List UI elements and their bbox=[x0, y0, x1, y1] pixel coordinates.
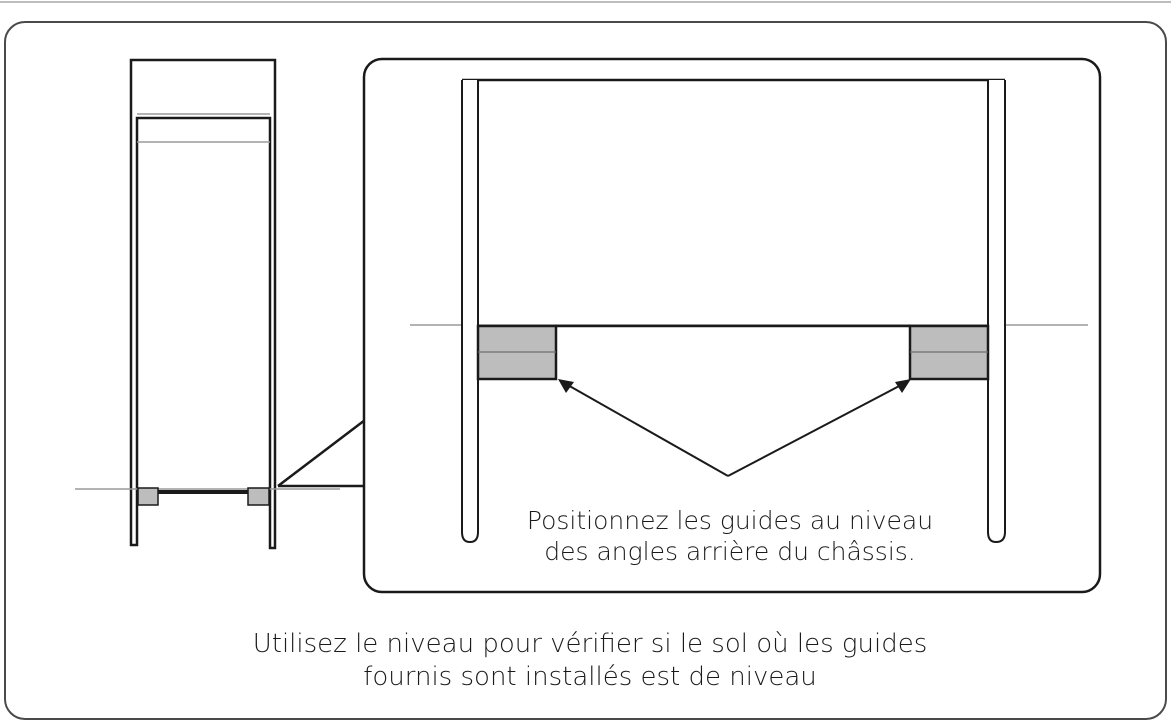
callout-instruction bbox=[480, 505, 980, 568]
appliance-side-view bbox=[75, 60, 340, 548]
appliance-inner-panel bbox=[137, 118, 270, 493]
caption-line1: Utilisez le niveau pour vérifier si le sol où les guides bbox=[252, 629, 928, 659]
appliance-body bbox=[131, 60, 275, 548]
guide-left-small bbox=[138, 488, 158, 505]
caption-line2: fournis sont installés est de niveau bbox=[363, 661, 817, 692]
caption bbox=[120, 628, 1060, 693]
callout-instruction-line1: Positionnez les guides au niveau bbox=[526, 506, 934, 535]
guide-right-small bbox=[248, 488, 269, 505]
chassis-left-post bbox=[462, 80, 478, 542]
chassis-right-post bbox=[988, 80, 1005, 542]
callout-pointer-upper bbox=[278, 420, 365, 486]
callout-instruction-line2: des angles arrière du châssis. bbox=[544, 537, 916, 567]
